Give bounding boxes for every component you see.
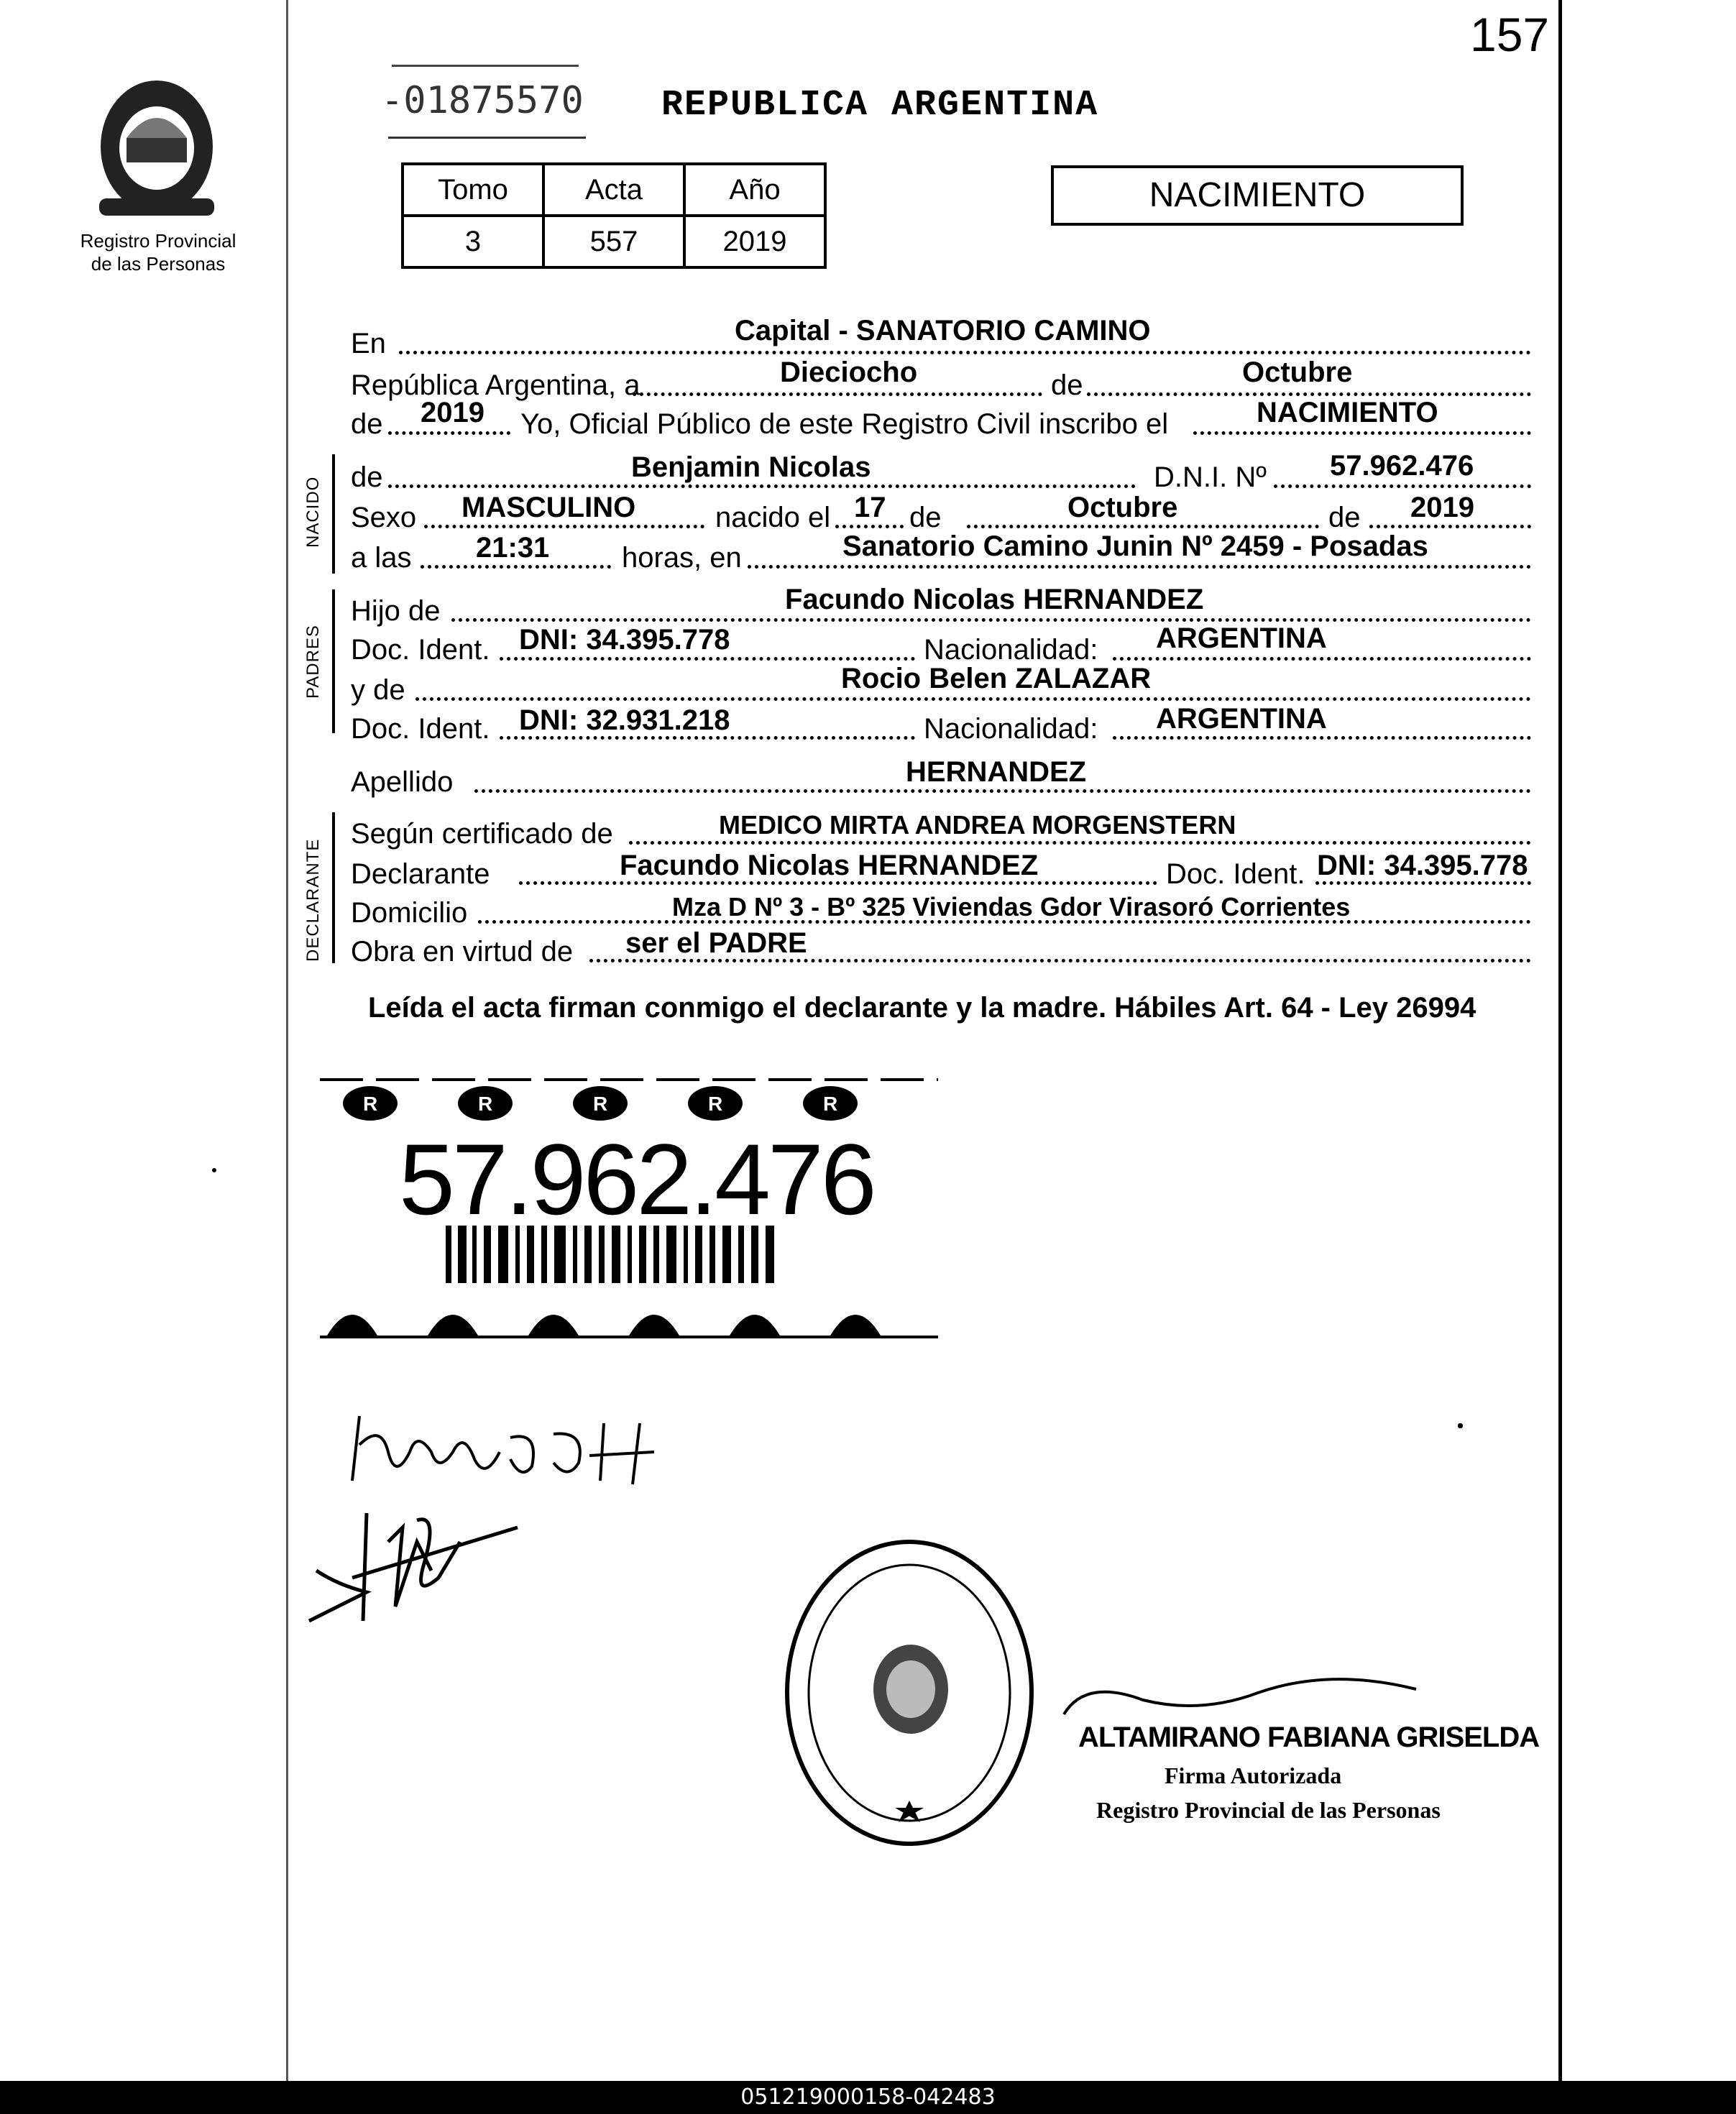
certificate-value: MEDICO MIRTA ANDREA MORGENSTERN (719, 810, 1236, 840)
year-value: 2019 (421, 397, 484, 428)
sexo-line (424, 525, 704, 528)
obra-line (589, 959, 1531, 962)
nacido-name-line (388, 484, 1136, 488)
mother-nationality-value: ARGENTINA (1156, 703, 1327, 735)
de2-label: de (351, 408, 383, 440)
father-name-value: Facundo Nicolas HERNANDEZ (785, 584, 1204, 615)
serial-number: -01875570 (381, 79, 584, 122)
declarante-label: Declarante (351, 858, 490, 890)
serial-overline (392, 65, 579, 67)
registry-name-line2: de las Personas (91, 253, 226, 275)
father-doc-value: DNI: 34.395.778 (519, 624, 730, 656)
certificate-line (629, 841, 1531, 845)
dni-label: D.N.I. Nº (1154, 461, 1267, 493)
obra-value: ser el PADRE (625, 927, 807, 959)
footer-code: 051219000158-042483 (0, 2081, 1736, 2114)
apellido-line (474, 789, 1531, 793)
record-type-box: NACIMIENTO (1051, 165, 1464, 226)
declarante-bar (332, 812, 335, 963)
birth-place-line (748, 565, 1531, 569)
mother-doc-line (500, 736, 915, 740)
hijo-de-label: Hijo de (351, 595, 441, 627)
record-table-header-tomo: Tomo (403, 164, 543, 216)
father-nationality-value: ARGENTINA (1156, 622, 1327, 654)
dni-sticker-number: 57.962.476 (399, 1123, 874, 1236)
segun-label: Según certificado de (351, 818, 613, 850)
seal-stamp-icon (780, 1535, 1039, 1851)
father-nat-line (1113, 657, 1531, 661)
signature-scribble-icon (295, 1499, 532, 1628)
right-margin-line (1558, 0, 1562, 2081)
svg-text:R: R (708, 1093, 723, 1115)
stray-dot (1458, 1423, 1463, 1428)
place-value: Capital - SANATORIO CAMINO (735, 315, 1151, 346)
official-office: Registro Provincial de las Personas (1096, 1797, 1441, 1823)
birth-year-value: 2019 (1410, 492, 1474, 523)
father-nac-label: Nacionalidad: (924, 634, 1098, 666)
domicilio-value: Mza D Nº 3 - Bº 325 Viviendas Gdor Virasoró Corrientes (672, 892, 1351, 922)
birth-place-value: Sanatorio Camino Junin Nº 2459 - Posadas (842, 530, 1428, 562)
y-de-label: y de (351, 674, 405, 706)
father-name-line (451, 618, 1531, 622)
nacido-el-label: nacido el (715, 502, 831, 533)
apellido-label: Apellido (351, 766, 454, 798)
nacido-de-label: de (351, 461, 383, 493)
declarante-name-value: Facundo Nicolas HERNANDEZ (620, 850, 1039, 881)
left-margin-line (286, 0, 288, 2081)
record-kind-value: NACIMIENTO (1257, 397, 1438, 428)
dni-line (1274, 484, 1531, 488)
declarante-doc-line (1315, 881, 1531, 885)
page-number: 157 (1470, 8, 1550, 61)
birth-month-value: Octubre (1067, 492, 1178, 523)
svg-text:R: R (363, 1093, 378, 1115)
nacido-section-label: NACIDO (303, 476, 323, 548)
serial-underline (388, 137, 586, 139)
de-label: de (1051, 369, 1083, 401)
mother-doc-value: DNI: 32.931.218 (519, 704, 730, 736)
birth-time-line (421, 565, 611, 569)
month-value: Octubre (1242, 357, 1353, 388)
mother-doc-label: Doc. Ident. (351, 713, 490, 745)
obra-label: Obra en virtud de (351, 936, 574, 968)
declarante-section-label: DECLARANTE (303, 838, 323, 962)
svg-text:R: R (478, 1093, 493, 1115)
mother-nac-label: Nacionalidad: (924, 713, 1098, 745)
record-table-header-ano: Año (684, 164, 825, 216)
registry-logo (85, 69, 229, 227)
nacido-name-value: Benjamin Nicolas (631, 451, 871, 483)
declarante-name-line (519, 881, 1157, 885)
mother-name-line (415, 697, 1531, 701)
closing-text: Leída el acta firman conmigo el declarante y la madre. Hábiles Art. 64 - Ley 26994 (368, 992, 1476, 1024)
record-table-acta: 557 (543, 216, 684, 267)
year-line (388, 431, 510, 435)
birth-month-line (967, 525, 1319, 528)
birth-day-value: 17 (854, 492, 886, 523)
nacido-de2-label: de (909, 502, 942, 533)
father-doc-label: Doc. Ident. (351, 634, 490, 666)
record-table-ano: 2019 (684, 216, 825, 267)
father-doc-line (500, 657, 915, 661)
registry-name-line1: Registro Provincial (80, 230, 236, 252)
record-table-tomo: 3 (403, 216, 543, 267)
republica-label: República Argentina, a (351, 369, 640, 401)
official-name: ALTAMIRANO FABIANA GRISELDA (1078, 1722, 1540, 1753)
a-las-label: a las (351, 542, 412, 574)
svg-text:R: R (593, 1093, 608, 1115)
en-label: En (351, 328, 386, 359)
official-flourish-icon (1057, 1671, 1430, 1729)
day-line (633, 392, 1042, 396)
domicilio-label: Domicilio (351, 897, 468, 929)
sexo-label: Sexo (351, 502, 417, 533)
stray-dot (212, 1168, 216, 1172)
official-title: Firma Autorizada (1165, 1763, 1342, 1788)
nacido-bar (332, 454, 335, 574)
horas-label: horas, en (622, 542, 742, 574)
handwritten-name-icon (338, 1402, 697, 1495)
official-seal (780, 1535, 1039, 1851)
declarante-doc-value: DNI: 34.395.778 (1317, 850, 1528, 881)
header-title: REPUBLICA ARGENTINA (661, 85, 1099, 126)
yo-label: Yo, Oficial Público de este Registro Civil inscribo el (520, 408, 1169, 440)
mother-nat-line (1113, 736, 1531, 740)
declarant-signature (295, 1499, 532, 1628)
handwritten-name-signature (338, 1402, 697, 1495)
birth-time-value: 21:31 (476, 532, 550, 564)
official-signature-flourish (1057, 1671, 1430, 1729)
birth-day-line (835, 525, 904, 528)
record-kind-line (1193, 431, 1531, 435)
place-line (399, 351, 1531, 354)
padres-section-label: PADRES (303, 625, 323, 699)
mother-name-value: Rocio Belen ZALAZAR (841, 663, 1152, 694)
record-table-header-acta: Acta (543, 164, 684, 216)
day-words-value: Dieciocho (780, 357, 918, 388)
apellido-value: HERNANDEZ (906, 756, 1087, 788)
sexo-value: MASCULINO (461, 492, 636, 523)
record-table (401, 162, 827, 269)
padres-bar (332, 589, 335, 733)
dni-value: 57.962.476 (1330, 450, 1474, 482)
svg-text:R: R (823, 1093, 838, 1115)
declarante-doc-label: Doc. Ident. (1166, 858, 1305, 890)
birth-year-line (1369, 525, 1531, 528)
misiones-emblem-icon (85, 69, 229, 227)
nacido-de3-label: de (1328, 502, 1361, 533)
month-line (1087, 392, 1531, 396)
